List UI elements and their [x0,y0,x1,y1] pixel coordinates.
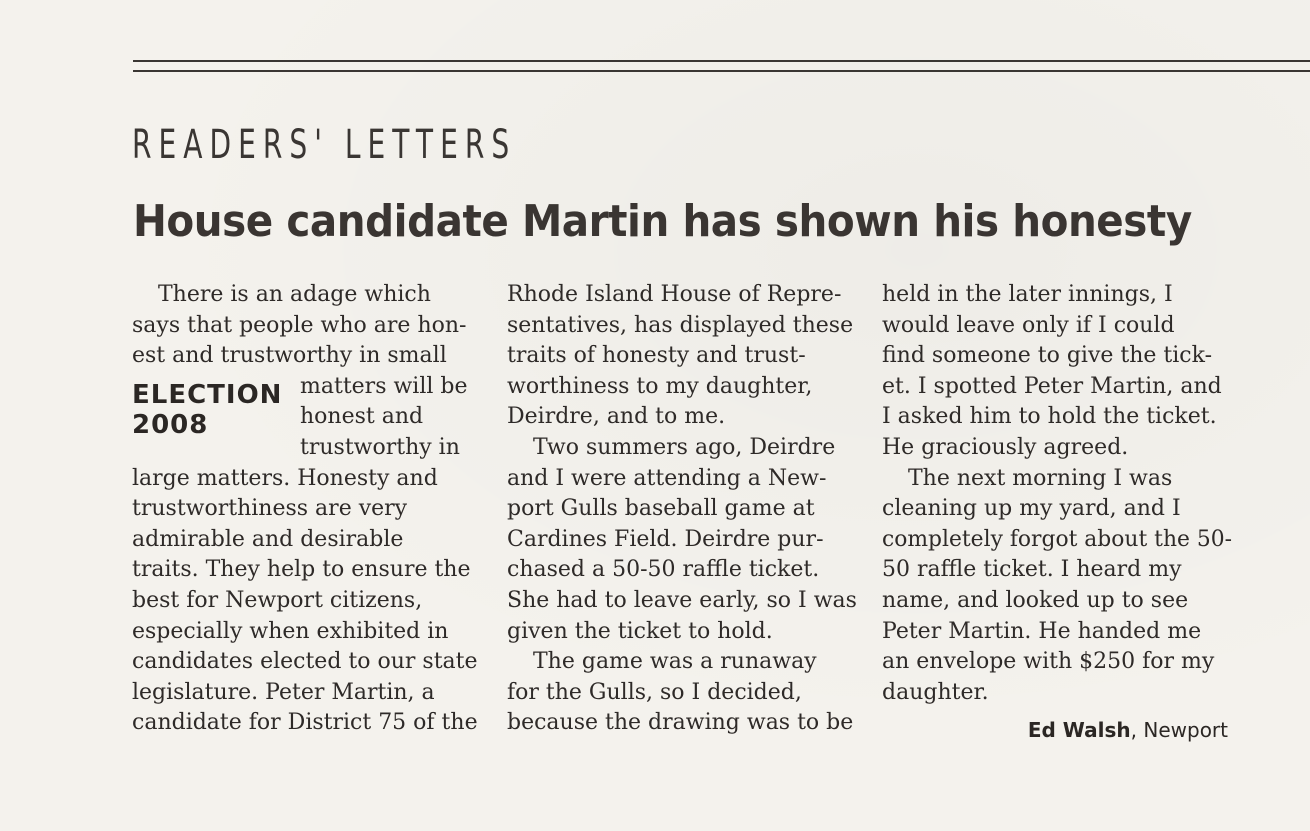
text-line: port Gulls baseball game at [507,496,815,522]
text-line: Peter Martin. He handed me [882,618,1202,644]
text-line: sentatives, has displayed these [507,312,854,338]
text-line: worthiness to my daughter, [507,373,813,399]
text-line: legislature. Peter Martin, a [132,679,435,705]
section-kicker: READERS' LETTERS [132,122,517,168]
text-line: held in the later innings, I [882,282,1173,307]
article-column-3 [882,280,1232,708]
text-line: Two summers ago, Deirdre [533,434,836,460]
text-line: and I were attending a New- [507,465,827,491]
text-line: et. I spotted Peter Martin, and [882,373,1222,399]
article-column-1 [132,280,482,739]
election-tag-line-2: 2008 [132,410,209,440]
text-line: I asked him to hold the ticket. [882,404,1217,430]
top-rule [133,60,1310,62]
text-line: candidates elected to our state [132,649,478,675]
text-line: find someone to give the tick- [882,343,1212,369]
text-line: cleaning up my yard, and I [882,496,1181,522]
text-line: Deirdre, and to me. [507,404,726,430]
headline: House candidate Martin has shown his honesty [133,196,1192,247]
text-line: large matters. Honesty and [132,465,438,491]
text-line: especially when exhibited in [132,618,449,644]
text-line: There is an adage which [158,282,431,307]
text-line: She had to leave early, so I was [507,587,857,613]
text-line: for the Gulls, so I decided, [507,679,802,705]
text-line: given the ticket to hold. [507,618,773,644]
text-line: trustworthiness are very [132,496,408,522]
text-line: traits of honesty and trust- [507,343,806,369]
text-line: an envelope with $250 for my [882,649,1215,675]
text-line: says that people who are hon- [132,312,467,338]
text-line: The next morning I was [908,465,1173,491]
text-line: 50 raffle ticket. I heard my [882,557,1182,583]
text-line: trustworthy in [300,434,460,460]
election-tag-line-1: ELECTION [132,380,283,410]
article-column-2 [507,280,857,739]
text-line: The game was a runaway [533,649,817,675]
text-line: chased a 50-50 raffle ticket. [507,557,820,583]
text-line: name, and looked up to see [882,587,1189,613]
text-line: best for Newport citizens, [132,587,423,613]
text-line: would leave only if I could [882,312,1175,338]
text-line: candidate for District 75 of the [132,710,478,736]
author-name: Ed Walsh [1027,718,1131,742]
text-line: est and trustworthy in small [132,343,447,369]
text-line: honest and [300,404,424,430]
text-line: because the drawing was to be [507,710,854,736]
text-line: He graciously agreed. [882,434,1129,460]
text-line: traits. They help to ensure the [132,557,471,583]
text-line: Cardines Field. Deirdre pur- [507,526,824,552]
text-line: matters will be [300,373,468,399]
author-place: , Newport [1130,718,1228,742]
text-line: Rhode Island House of Repre- [507,282,842,307]
top-rule-double [133,70,1310,72]
text-line: completely forgot about the 50- [882,526,1232,552]
text-line: admirable and desirable [132,526,404,552]
text-line: daughter. [882,679,989,705]
letter-signature [1028,718,1228,742]
